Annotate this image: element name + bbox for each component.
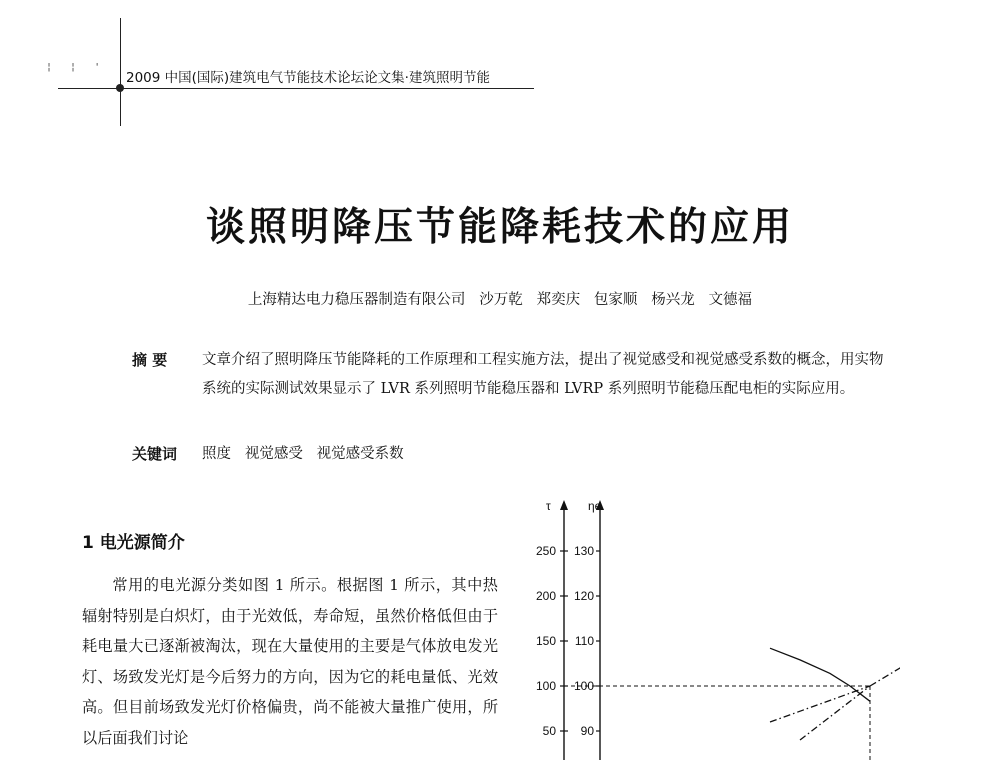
left-tick-label: 100 <box>535 679 556 693</box>
header-rule-dot <box>116 84 124 92</box>
series-solid-curve <box>770 648 870 701</box>
figure-chart <box>520 490 900 760</box>
series-dash-dot-line-1 <box>770 686 870 722</box>
section-paragraph: 常用的电光源分类如图 1 所示。根据图 1 所示，其中热辐射特别是白炽灯，由于光效低，寿命短，虽然价格低但由于耗电量大已逐渐被淘汰，现在大量使用的主要是气体放电发光灯、场致发光灯是今后努力的方向，因为它的耗电量低、光效高。但目前场致发光灯价格偏贵，尚不能被大量推广使用，所以后面我们讨论 <box>82 576 498 747</box>
section-heading: 1 电光源简介 <box>82 533 185 553</box>
running-head: 2009 中国(国际)建筑电气节能技术论坛论文集·建筑照明节能 <box>126 70 490 86</box>
header-horizontal-rule <box>58 88 534 89</box>
article-authors: 上海精达电力稳压器制造有限公司 沙万乾 郑奕庆 包家顺 杨兴龙 文德福 <box>247 292 753 308</box>
left-tick-label: 250 <box>535 544 556 558</box>
abstract-label: 摘 要 <box>132 351 168 369</box>
right-tick-label: 100 <box>573 679 594 693</box>
keywords-text: 照度 视觉感受 视觉感受系数 <box>202 446 404 462</box>
article-title: 谈照明降压节能降耗技术的应用 <box>205 204 794 250</box>
left-tick-label: 200 <box>535 589 556 603</box>
right-tick-label: 90 <box>580 724 594 738</box>
abstract-text: 文章介绍了照明降压节能降耗的工作原理和工程实施方法，提出了视觉感受和视觉感受系数的概念，用实物系统的实际测试效果显示了 LVR 系列照明节能稳压器和 LVRP 系列照明节能稳压配电柜的实际应用。 <box>202 352 884 397</box>
left-tick-label: 150 <box>535 634 556 648</box>
right-tick-label: 130 <box>573 544 594 558</box>
right-tick-label: 120 <box>573 589 594 603</box>
left-axis-label: τ <box>546 499 551 513</box>
left-axis-arrow <box>560 500 568 510</box>
series-dash-dot-line-2 <box>800 686 870 740</box>
right-tick-label: 110 <box>574 634 594 648</box>
keywords-label: 关键词 <box>132 445 178 463</box>
series-dash-dot-line-3 <box>870 650 900 686</box>
header-tick-marks: ¦ ¦ ' <box>46 62 107 73</box>
right-axis-label: ηe <box>588 499 602 513</box>
header-vertical-rule <box>120 18 121 126</box>
left-tick-label: 50 <box>542 724 556 738</box>
